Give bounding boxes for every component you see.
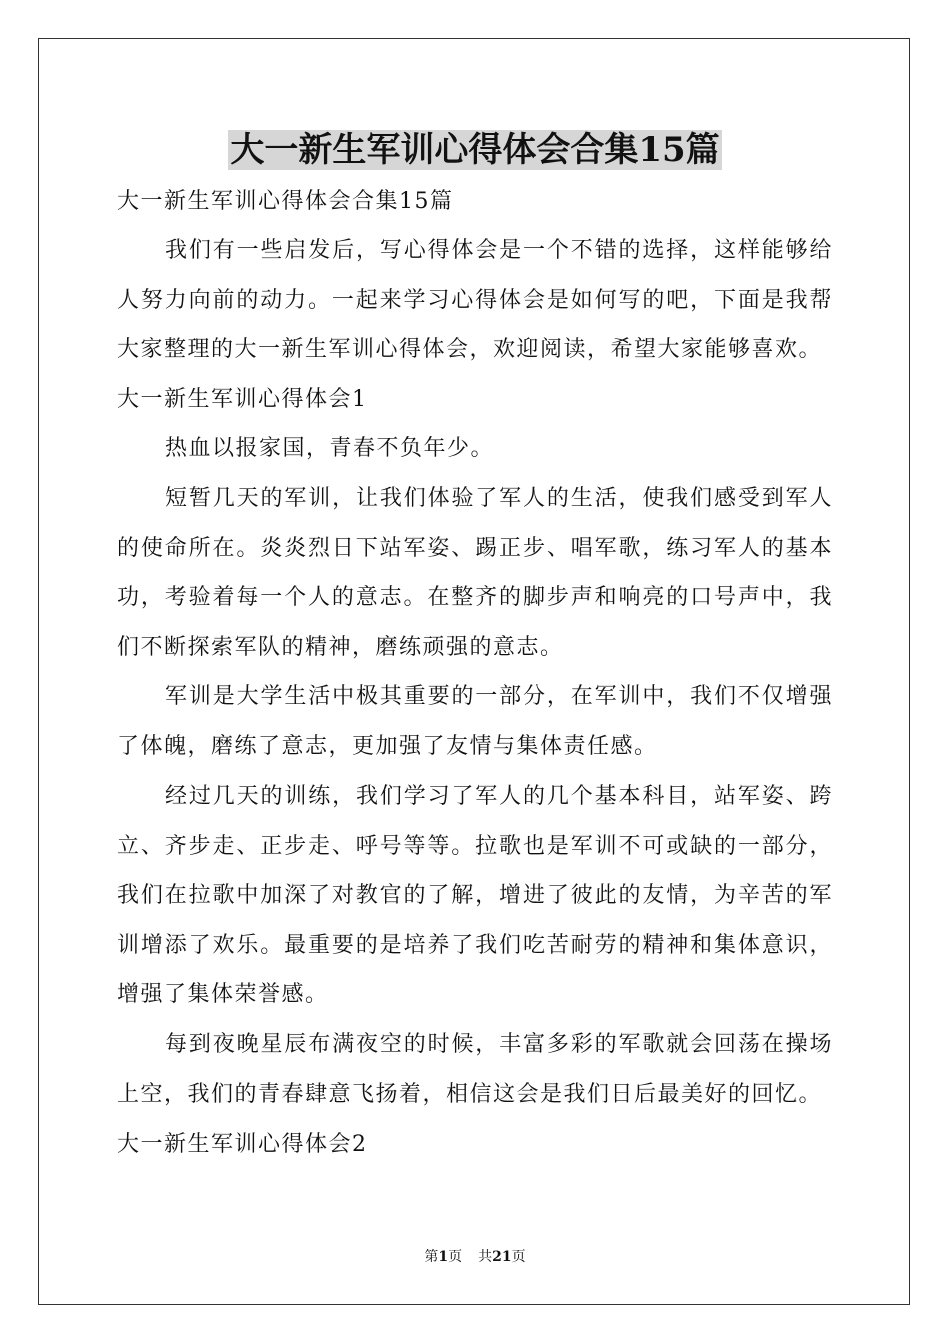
body-paragraph: 军训是大学生活中极其重要的一部分，在军训中，我们不仅增强了体魄，磨练了意志，更加强了友情与集体责任感。 [117, 684, 833, 759]
body-paragraph: 短暂几天的军训，让我们体验了军人的生活，使我们感受到军人的使命所在。炎炎烈日下站军姿、踢正步、唱军歌，练习军人的基本功，考验着每一个人的意志。在整齐的脚步声和响亮的口号声中，我们不断探索军队的精神，磨练顽强的意志。 [117, 486, 833, 660]
document-title [117, 126, 833, 174]
total-prefix: 共 [478, 1249, 493, 1265]
page-prefix: 第 [424, 1249, 439, 1265]
section-heading-1: 大一新生军训心得体会1 [117, 387, 368, 412]
section-heading-2: 大一新生军训心得体会2 [117, 1132, 368, 1157]
intro-paragraph: 我们有一些启发后，写心得体会是一个不错的选择，这样能够给人努力向前的动力。一起来学习心得体会是如何写的吧，下面是我帮大家整理的大一新生军训心得体会，欢迎阅读，希望大家能够喜欢。 [117, 238, 833, 362]
page-unit: 页 [448, 1249, 463, 1265]
page-footer [0, 1247, 950, 1267]
body-paragraph: 每到夜晚星辰布满夜空的时候，丰富多彩的军歌就会回荡在操场上空，我们的青春肆意飞扬着，相信这会是我们日后最美好的回忆。 [117, 1032, 833, 1107]
body-paragraph: 经过几天的训练，我们学习了军人的几个基本科目，站军姿、跨立、齐步走、正步走、呼号等等。拉歌也是军训不可或缺的一部分，我们在拉歌中加深了对教官的了解，增进了彼此的友情，为辛苦的军训增添了欢乐。最重要的是培养了我们吃苦耐劳的精神和集体意识，增强了集体荣誉感。 [117, 784, 833, 1007]
document-title-text: 大一新生军训心得体会合集15篇 [230, 130, 720, 170]
current-page-number: 1 [438, 1249, 449, 1265]
total-page-number: 21 [492, 1249, 512, 1265]
subtitle-heading: 大一新生军训心得体会合集15篇 [117, 189, 454, 214]
body-paragraph: 热血以报家国，青春不负年少。 [165, 436, 495, 461]
page-indicator [424, 1249, 462, 1265]
total-pages-indicator [478, 1249, 525, 1265]
total-unit: 页 [511, 1249, 526, 1265]
